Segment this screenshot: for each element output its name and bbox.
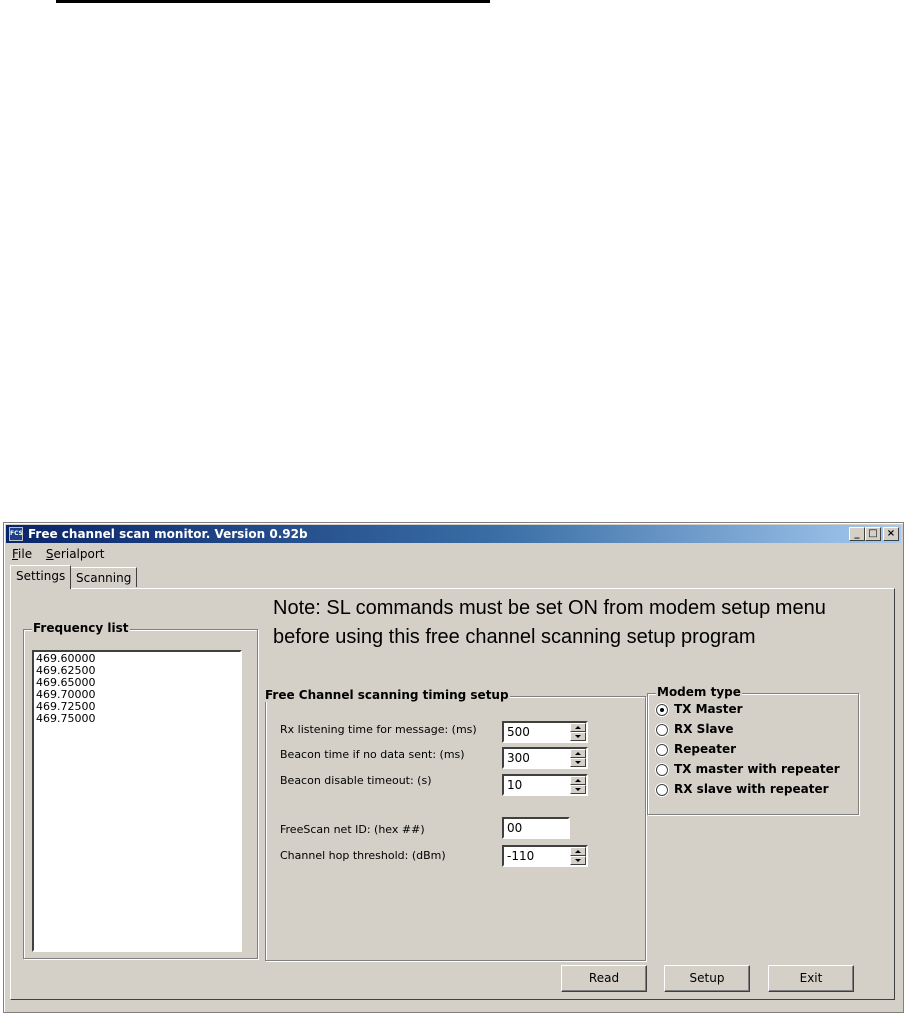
window-controls (849, 527, 899, 545)
top-border-line (56, 0, 490, 3)
setup-button[interactable]: Setup (664, 965, 750, 992)
beacon-disable-spin-buttons (570, 776, 586, 794)
exit-button[interactable]: Exit (768, 965, 854, 992)
frequency-listbox[interactable] (32, 650, 242, 952)
list-item[interactable]: 469.70000 (36, 688, 96, 701)
modem-type-group: Modem type TX Master RX Slave Repeater TX master with repeater RX slave with repeater (647, 693, 859, 815)
spin-up-icon[interactable] (570, 776, 586, 785)
list-item[interactable]: 469.62500 (36, 664, 96, 677)
app-window (3, 522, 904, 1013)
spin-up-icon[interactable] (570, 847, 586, 856)
setup-note (273, 594, 893, 652)
title-bar[interactable] (6, 525, 901, 543)
hop-threshold-label: Channel hop threshold: (dBm) (280, 849, 446, 862)
rx-listen-spinner[interactable] (502, 721, 588, 743)
beacon-time-spin-buttons (570, 749, 586, 767)
hop-threshold-value: -110 (507, 849, 535, 863)
menu-file[interactable]: File (12, 547, 33, 561)
read-button[interactable]: Read (561, 965, 647, 992)
beacon-disable-value: 10 (507, 778, 523, 792)
beacon-time-label: Beacon time if no data sent: (ms) (280, 748, 465, 761)
hop-threshold-spin-buttons (570, 847, 586, 865)
close-button[interactable]: × (883, 527, 899, 541)
radio-unchecked-icon[interactable] (656, 764, 668, 776)
beacon-disable-label: Beacon disable timeout: (s) (280, 774, 432, 787)
spin-down-icon[interactable] (570, 732, 586, 741)
beacon-time-value: 300 (507, 751, 530, 765)
list-item[interactable]: 469.60000 (36, 652, 96, 665)
note-line-2: before using this free channel scanning setup program (273, 626, 756, 648)
list-item[interactable]: 469.72500 (36, 700, 96, 713)
hop-threshold-spinner[interactable] (502, 845, 588, 867)
net-id-value: 00 (507, 821, 523, 835)
radio-unchecked-icon[interactable] (656, 724, 668, 736)
app-icon: FCS (9, 527, 23, 541)
spin-down-icon[interactable] (570, 785, 586, 794)
frequency-list-group (23, 621, 258, 959)
modem-type-label: Modem type (657, 685, 741, 699)
tab-settings[interactable]: Settings (10, 565, 71, 589)
net-id-field[interactable] (502, 817, 570, 839)
timing-setup-group (265, 688, 646, 961)
rx-listen-spin-buttons (570, 723, 586, 741)
rx-listen-value: 500 (507, 725, 530, 739)
frequency-list-label: Frequency list (33, 621, 129, 635)
rx-listen-label: Rx listening time for message: (ms) (280, 723, 477, 736)
radio-unchecked-icon[interactable] (656, 784, 668, 796)
spin-up-icon[interactable] (570, 723, 586, 732)
net-id-label: FreeScan net ID: (hex ##) (280, 823, 425, 836)
beacon-time-spinner[interactable] (502, 747, 588, 769)
radio-unchecked-icon[interactable] (656, 744, 668, 756)
list-item[interactable]: 469.65000 (36, 676, 96, 689)
note-line-1: Note: SL commands must be set ON from modem setup menu (273, 597, 826, 619)
tab-scanning[interactable]: Scanning (70, 567, 137, 587)
menu-serialport[interactable]: Serialport (45, 547, 105, 561)
settings-panel (10, 588, 895, 1000)
minimize-button[interactable]: _ (849, 527, 865, 541)
spin-down-icon[interactable] (570, 758, 586, 767)
maximize-button[interactable]: □ (865, 527, 881, 541)
list-item[interactable]: 469.75000 (36, 712, 96, 725)
spin-up-icon[interactable] (570, 749, 586, 758)
window-title: Free channel scan monitor. Version 0.92b (28, 527, 308, 541)
radio-checked-icon[interactable] (656, 704, 668, 716)
menu-bar (8, 547, 110, 565)
beacon-disable-spinner[interactable] (502, 774, 588, 796)
spin-down-icon[interactable] (570, 856, 586, 865)
timing-setup-label: Free Channel scanning timing setup (265, 688, 509, 702)
